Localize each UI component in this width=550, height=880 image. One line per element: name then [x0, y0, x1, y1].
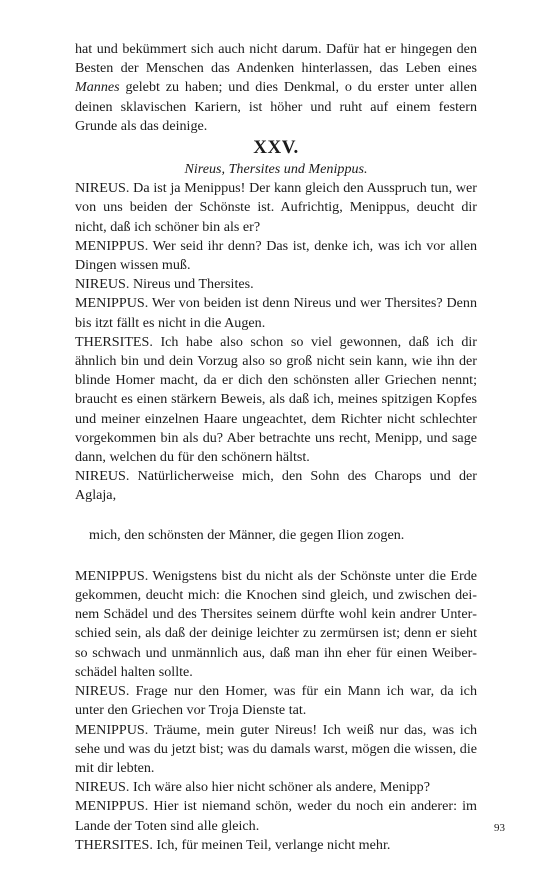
dialogue-line: MENIPPUS. Wer seid ihr denn? Das ist, denke ich, was ich vor allen Dingen wissen muß. — [75, 237, 477, 274]
dialogue-line: MENIPPUS. Träume, mein guter Nireus! Ich weiß nur das, was ich sehe und was du jetzt bist; was du damals warst, mögen die wissen, die mit dir lebten. — [75, 721, 477, 776]
dialogue-line: NIREUS. Nireus und Thersites. — [75, 276, 254, 293]
dialogue-line: NIREUS. Da ist ja Menippus! Der kann gleich den Ausspruch tun, wer von uns beiden der Schönste ist. Aufrichtig, Menippus, deucht dir nicht, daß ich schöner bin als er? — [75, 180, 477, 235]
dialogue-line: MENIPPUS. Wenigstens bist du nicht als der Schönste unter die Erde gekommen, deucht mich: die Knochen sind gleich, und zwischen deinem Schädel und des Thersites seinem dürfte wohl kein andrer Unterschied sein, als daß der deinige leichter zu zermürsen ist; denn er sieht so schwach und unmännlich aus, daß man ihn eher für einen Weiberschädel halten sollte. — [75, 567, 477, 680]
opening-italic-word: Mannes — [75, 79, 120, 96]
dialogue-line: THERSITES. Ich, für meinen Teil, verlange nicht mehr. — [75, 836, 391, 853]
opening-text-part2: gelebt zu haben; und dies Denkmal, o du erster unter allen deinen sklavischen Kariern, ist höher und ruht auf einem festern Grunde als das deinige. — [75, 79, 477, 134]
book-page — [75, 40, 477, 855]
dialogue-line: NIREUS. Natürlicherweise mich, den Sohn des Charops und der Aglaja, — [75, 468, 477, 504]
page-number: 93 — [494, 822, 505, 834]
opening-paragraph — [75, 40, 477, 136]
opening-text-part1: hat und bekümmert sich auch nicht darum. Dafür hat er hingegen den Besten der Menschen das Andenken hinterlassen, das Leben eines — [75, 41, 477, 77]
dialogue-line: THERSITES. Ich habe also schon so viel gewonnen, daß ich dir ähnlich bin und dein Vorzug also so groß nicht sein kann, wie ihn der blinde Homer macht, da er dich den schönsten aller Griechen nennt; braucht es einen stärkern Beweis, als daß ich, meines spitzigen Kopfes und meiner einzelnen Haare ungeachtet, dem Richter nicht schlechter vorgekommen bin als du? Aber betrachte uns recht, Menipp, und sage dann, welchen du für den schönern hältst. — [75, 333, 477, 466]
dialogue-line: NIREUS. Frage nur den Homer, was für ein Mann ich war, da ich unter den Griechen vor Troja Dienste tat. — [75, 683, 477, 719]
chapter-numeral: XXV. — [253, 137, 299, 159]
verse-quote: mich, den schönsten der Männer, die gegen Ilion zogen. — [89, 526, 405, 543]
dialogue-line: MENIPPUS. Hier ist niemand schön, weder du noch ein anderer: im Lande der Toten sind alle gleich. — [75, 798, 477, 834]
dialogue-line: NIREUS. Ich wäre also hier nicht schöner als andere, Menipp? — [75, 779, 430, 796]
dialogue-line: MENIPPUS. Wer von beiden ist denn Nireus und wer Thersites? Denn bis itzt fällt es nicht in die Augen. — [75, 295, 477, 331]
chapter-subtitle: Nireus, Thersites und Menippus. — [184, 161, 368, 178]
